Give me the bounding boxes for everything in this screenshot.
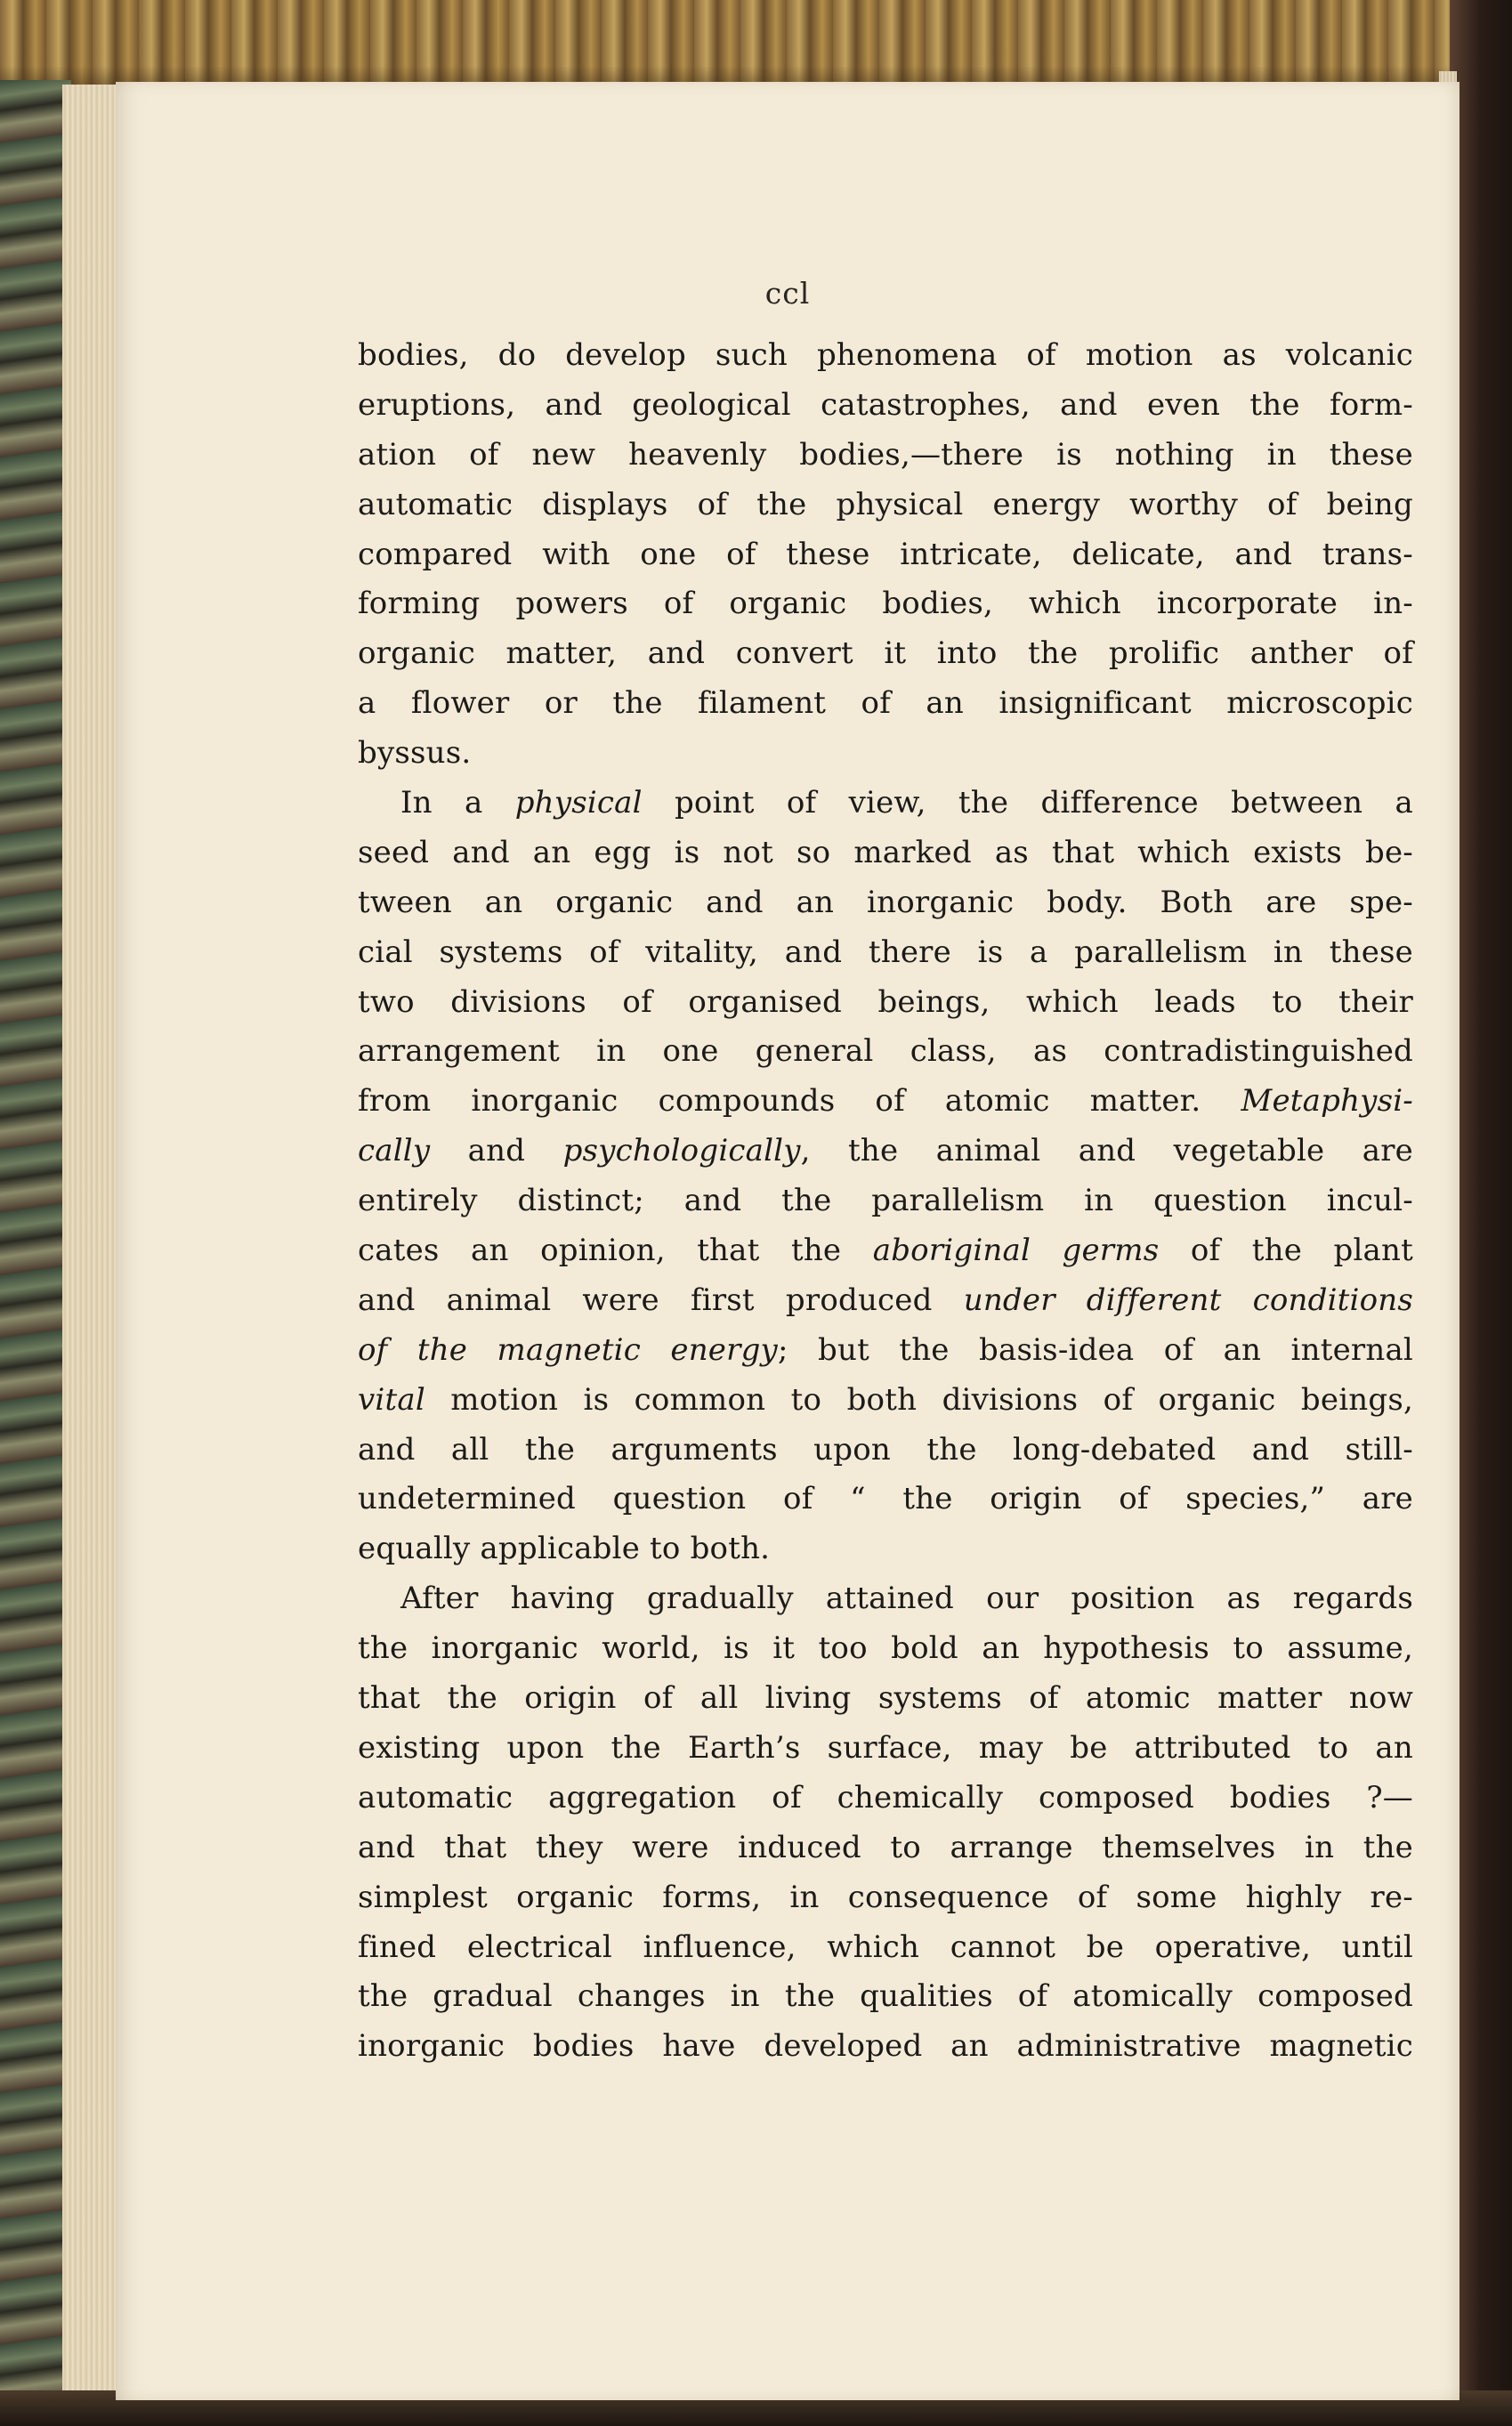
italic-run: of the magnetic energy [358, 1331, 778, 1368]
text-line: automatic displays of the physical energy worthy of being [358, 486, 1413, 522]
text-run: and [430, 1133, 563, 1169]
text-line: simplest organic forms, in consequence of some highly re- [358, 1879, 1413, 1915]
text-line: tween an organic and an inorganic body. Both are spe- [358, 884, 1413, 920]
text-line: forming powers of organic bodies, which incorporate in- [358, 586, 1413, 622]
text-run: , the animal and vegetable are [800, 1133, 1413, 1169]
text-run: In a [400, 785, 515, 821]
text-line [358, 1326, 1413, 1376]
text-line: entirely distinct; and the parallelism in question incul- [358, 1183, 1413, 1219]
text-line: equally applicable to both. [358, 1531, 771, 1567]
text-run: of the plant [1159, 1233, 1413, 1269]
left-page-stack [62, 85, 117, 2398]
text-line: a flower or the filament of an insignificant microscopic [358, 685, 1413, 722]
text-line: and that they were induced to arrange themselves in the [358, 1829, 1413, 1865]
text-line: undetermined question of “ the origin of species,” are [358, 1481, 1413, 1517]
text-line: the inorganic world, is it too bold an hypothesis to assume, [358, 1630, 1413, 1667]
text-line [358, 1376, 1413, 1426]
text-line: organic matter, and convert it into the prolific anther of [358, 635, 1413, 672]
italic-run: under different conditions [963, 1282, 1413, 1318]
text-line [358, 779, 1413, 829]
text-line: existing upon the Earth’s surface, may be attributed to an [358, 1729, 1413, 1766]
text-line: cial systems of vitality, and there is a parallelism in these [358, 934, 1413, 970]
italic-run: psychologically [562, 1133, 801, 1169]
text-line: the gradual changes in the qualities of atomically composed [358, 1978, 1413, 2015]
text-line: that the origin of all living systems of atomic matter now [358, 1680, 1413, 1717]
text-run: point of view, the difference between a [642, 785, 1414, 821]
italic-run: vital [358, 1381, 425, 1418]
italic-run: cally [358, 1133, 431, 1169]
body-text [358, 331, 1413, 2072]
page-number: ccl [764, 276, 811, 311]
text-line [358, 1276, 1413, 1326]
text-line: seed and an egg is not so marked as that which exists be- [358, 834, 1413, 870]
text-line: automatic aggregation of chemically composed bodies ?— [358, 1779, 1413, 1815]
italic-run: aboriginal germs [872, 1233, 1160, 1269]
text-line: fined electrical influence, which cannot be operative, until [358, 1929, 1413, 1965]
text-line: eruptions, and geological catastrophes, and even the form- [358, 386, 1413, 423]
text-line: compared with one of these intricate, delicate, and trans- [358, 536, 1413, 572]
marbled-page-edge [0, 80, 71, 2426]
italic-run: physical [514, 785, 643, 821]
book-page [116, 82, 1459, 2400]
text-run: motion is common to both divisions of organic beings, [424, 1381, 1413, 1418]
text-run: ; but the basis-idea of an internal [777, 1331, 1413, 1368]
text-line [358, 1077, 1413, 1127]
text-line: inorganic bodies have developed an administrative magnetic [358, 2028, 1413, 2065]
text-run: and animal were first produced [358, 1282, 964, 1318]
text-line: After having gradually attained our position as regards [400, 1581, 1413, 1617]
text-run: from inorganic compounds of atomic matter. [358, 1083, 1241, 1120]
text-line: and all the arguments upon the long-debated and still- [358, 1431, 1413, 1468]
text-line: ation of new heavenly bodies,—there is nothing in these [358, 436, 1413, 473]
text-line: arrangement in one general class, as contradistinguished [358, 1033, 1413, 1070]
text-run: cates an opinion, that the [358, 1233, 873, 1269]
text-line [358, 1127, 1413, 1177]
text-line: two divisions of organised beings, which leads to their [358, 983, 1413, 1020]
text-line: bodies, do develop such phenomena of motion as volcanic [358, 337, 1413, 373]
text-line [358, 1226, 1413, 1276]
italic-run: Metaphysi- [1241, 1083, 1413, 1120]
text-line: byssus. [358, 735, 472, 772]
